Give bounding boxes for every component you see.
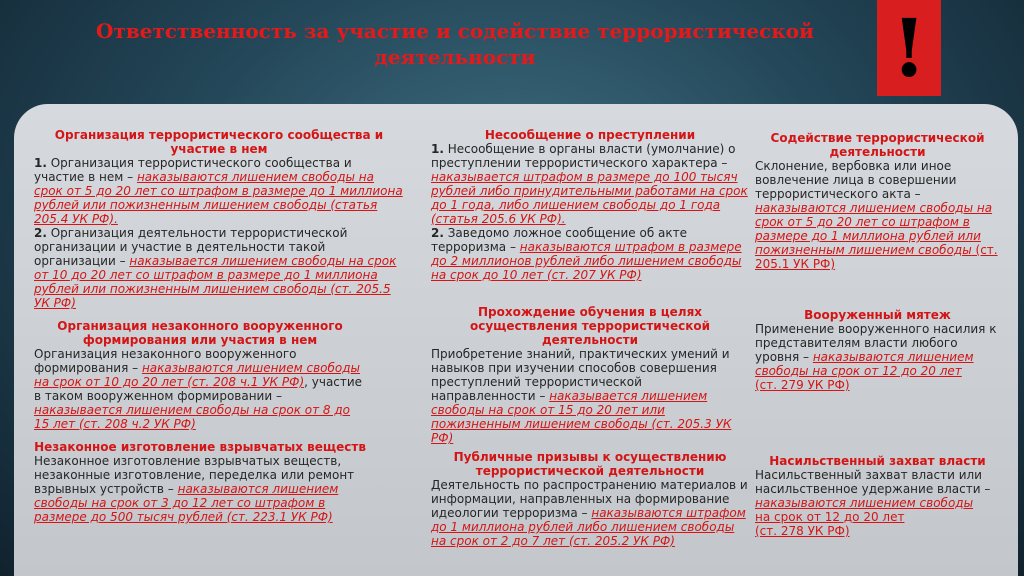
- block-public-calls: [431, 450, 749, 548]
- item-number: 2.: [34, 226, 47, 240]
- penalty-text: наказывается штрафом в размере до 100 тысяч рублей либо принудительными работами на срок до 1 года, либо лишением свободы до 1 года (статья 205.6 УК РФ).: [431, 170, 748, 226]
- text-segment: Несообщение в органы власти (умолчание) о преступлении террористического характера –: [431, 142, 736, 170]
- block-illegal-armed: [34, 319, 366, 431]
- penalty-text: наказываются штрафом до 1 миллиона рублей либо лишением свободы на срок от 2 до 7 лет (ст. 205.2 УК РФ): [431, 506, 746, 548]
- heading-armed-mutiny: Вооруженный мятеж: [804, 308, 951, 322]
- article-ref: (ст. 278 УК РФ): [755, 524, 850, 538]
- text-segment: Заведомо ложное сообщение об акте терроризма –: [431, 226, 688, 254]
- text-segment: Приобретение знаний, практических умений и навыков при изучении способов совершения преступлений террористической направленности –: [431, 347, 730, 403]
- text-segment: , участие в таком вооруженном формировании –: [34, 375, 363, 403]
- block-assistance: [755, 131, 1000, 271]
- item-number: 2.: [431, 226, 444, 240]
- heading-org-community: Организация террористического сообщества и участие в нем: [54, 128, 384, 156]
- heading-non-report: Несообщение о преступлении: [484, 128, 696, 142]
- item-number: 1.: [431, 142, 444, 156]
- text-segment: Организация террористического сообщества и участие в нем –: [34, 156, 352, 184]
- block-org-community: [34, 128, 404, 310]
- penalty-text: на срок от 12 до 20 лет: [755, 510, 905, 524]
- text-segment: Деятельность по распространению материалов и информации, направленных на формирование идеологии терроризма –: [431, 478, 748, 520]
- penalty-text: наказываются лишением свободы на срок от 5 до 20 лет со штрафом в размере до 1 миллиона рублей или пожизненным лишением свободы: [755, 201, 993, 257]
- text-segment: Организация деятельности террористической организации и участие в деятельности такой организации –: [34, 226, 348, 268]
- exclamation-icon: !: [877, 0, 941, 96]
- penalty-text: наказываются лишением свободы на срок от 10 до 20 лет (ст. 208 ч.1 УК РФ): [34, 361, 361, 389]
- block-explosives: [34, 440, 366, 524]
- article-ref: (ст. 279 УК РФ): [755, 378, 850, 392]
- block-seizure: [755, 454, 1000, 538]
- text-segment: Применение вооруженного насилия к представителям власти любого уровня –: [755, 322, 997, 364]
- heading-seizure: Насильственный захват власти: [769, 454, 986, 468]
- block-armed-mutiny: [755, 308, 1000, 392]
- heading-training: Прохождение обучения в целях осуществления террористической деятельности: [469, 305, 711, 347]
- penalty-text: наказываются лишением свободы: [755, 496, 974, 510]
- text-segment: Незаконное изготовление взрывчатых веществ, незаконные изготовление, переделка или ремонт взрывных устройств –: [34, 454, 355, 496]
- item-number: 1.: [34, 156, 47, 170]
- penalty-text: наказываются лишением свободы на срок от 12 до 20 лет: [755, 350, 974, 378]
- article-ref: (ст. 205.1 УК РФ): [755, 243, 998, 271]
- page-title: Ответственность за участие и содействие террористической деятельности: [96, 19, 814, 69]
- block-non-report: [431, 128, 749, 282]
- heading-explosives: Незаконное изготовление взрывчатых веществ: [34, 440, 366, 454]
- heading-public-calls: Публичные призывы к осуществлению террористической деятельности: [453, 450, 727, 478]
- penalty-text: наказываются лишением свободы на срок от 5 до 20 лет со штрафом в размере до 1 миллиона рублей или пожизненным лишением свободы (статья 205.4 УК РФ).: [34, 170, 403, 226]
- penalty-text: наказываются лишением свободы на срок от 3 до 12 лет со штрафом в размере до 500 тысяч рублей (ст. 223.1 УК РФ): [34, 482, 339, 524]
- penalty-text: наказывается лишением свободы на срок от 10 до 20 лет со штрафом в размере до 1 миллиона рублей или пожизненным лишением свободы (ст. 205.5 УК РФ): [34, 254, 397, 310]
- penalty-text: наказывается лишением свободы на срок от 8 до 15 лет (ст. 208 ч.2 УК РФ): [34, 403, 351, 431]
- penalty-text: наказываются штрафом в размере до 2 миллионов рублей либо лишением свободы на срок до 10 лет (ст. 207 УК РФ): [431, 240, 742, 282]
- penalty-text: наказывается лишением свободы на срок от 15 до 20 лет или пожизненным лишением свободы (ст. 205.3 УК РФ): [431, 389, 732, 445]
- block-training: [431, 305, 749, 445]
- text-segment: Организация незаконного вооруженного формирования –: [34, 347, 297, 375]
- text-segment: Насильственный захват власти или насильственное удержание власти –: [755, 468, 991, 496]
- heading-assistance: Содействие террористической деятельности: [770, 131, 985, 159]
- text-segment: Склонение, вербовка или иное вовлечение лица в совершении террористического акта –: [755, 159, 957, 201]
- heading-illegal-armed: Организация незаконного вооруженного формирования или участия в нем: [57, 319, 343, 347]
